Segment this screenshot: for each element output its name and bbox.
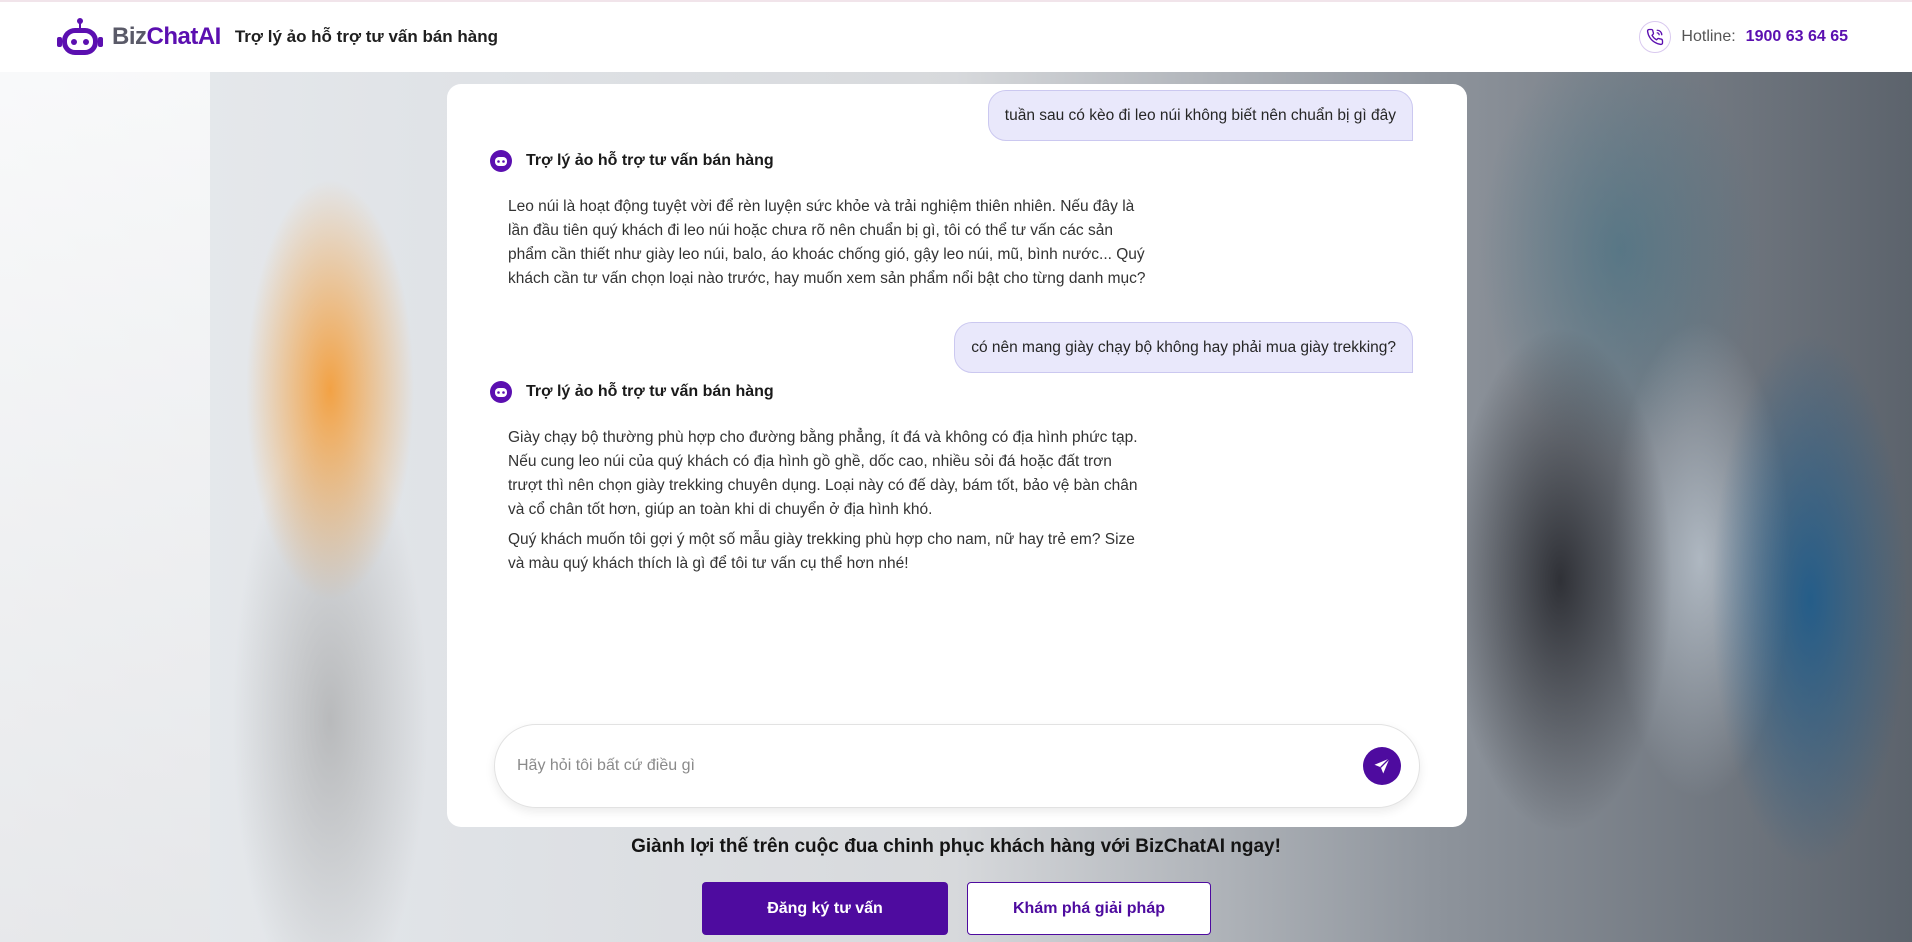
bot-avatar-icon	[490, 381, 512, 403]
bot-message-text: Quý khách muốn tôi gợi ý một số mẫu giày trekking phù hợp cho nam, nữ hay trẻ em? Size và màu quý khách thích là gì để tôi tư vấn cụ thể hơn nhé!	[508, 531, 1135, 572]
hotline-label: Hotline:	[1681, 28, 1736, 45]
bot-message-header	[490, 381, 774, 403]
user-message: có nên mang giày chạy bộ không hay phải mua giày trekking?	[954, 322, 1413, 373]
phone-icon	[1639, 21, 1671, 53]
chat-input-bar	[494, 724, 1420, 808]
bot-message-text: Giày chạy bộ thường phù hợp cho đường bằng phẳng, ít đá và không có địa hình phức tạp. Nếu cung leo núi của quý khách có địa hình gồ ghề, dốc cao, nhiều sỏi đá hoặc đất trơn trượt thì nên chọn giày trekking chuyên dụng. Loại này có đế dày, bám tốt, bảo vệ bàn chân và cổ chân tốt hơn, giúp an toàn khi di chuyển ở địa hình khó.	[508, 429, 1138, 518]
send-icon	[1372, 756, 1392, 776]
background-store-image	[0, 72, 210, 942]
chat-input[interactable]	[517, 757, 1363, 775]
cta-headline: Giành lợi thế trên cuộc đua chinh phục khách hàng với BizChatAI ngay!	[631, 836, 1281, 857]
explore-solutions-button[interactable]: Khám phá giải pháp	[967, 882, 1211, 935]
top-header	[0, 0, 1912, 72]
bot-avatar-icon	[490, 150, 512, 172]
register-consult-button[interactable]: Đăng ký tư vấn	[702, 882, 948, 935]
hotline[interactable]	[1639, 21, 1848, 53]
robot-logo-icon	[56, 17, 104, 57]
user-message: tuần sau có kèo đi leo núi không biết nên chuẩn bị gì đây	[988, 90, 1413, 141]
logo-text-biz: Biz	[112, 23, 147, 50]
bot-message-header	[490, 150, 774, 172]
header-subtitle: Trợ lý ảo hỗ trợ tư vấn bán hàng	[234, 27, 499, 46]
bot-message	[508, 195, 1148, 291]
hotline-number[interactable]: 1900 63 64 65	[1745, 28, 1848, 45]
logo-text	[112, 23, 221, 51]
bot-message-text: Leo núi là hoạt động tuyệt vời để rèn luyện sức khỏe và trải nghiệm thiên nhiên. Nếu đây là lần đầu tiên quý khách đi leo núi hoặc chưa rõ nên chuẩn bị gì, tôi có thể tư vấn các sản phẩm cần thiết như giày leo núi, balo, áo khoác chống gió, gậy leo núi, mũ, bình nước... Quý khách cần tư vấn chọn loại nào trước, hay muốn xem sản phẩm nổi bật cho từng danh mục?	[508, 198, 1146, 287]
brand	[56, 17, 498, 57]
chat-panel	[447, 84, 1467, 827]
logo-text-chatai: ChatAI	[146, 23, 221, 50]
send-button[interactable]	[1363, 747, 1401, 785]
cta-buttons	[702, 882, 1211, 935]
bot-name: Trợ lý ảo hỗ trợ tư vấn bán hàng	[526, 383, 774, 400]
logo[interactable]	[56, 17, 221, 57]
bot-message	[508, 426, 1148, 576]
bot-name: Trợ lý ảo hỗ trợ tư vấn bán hàng	[526, 152, 774, 169]
